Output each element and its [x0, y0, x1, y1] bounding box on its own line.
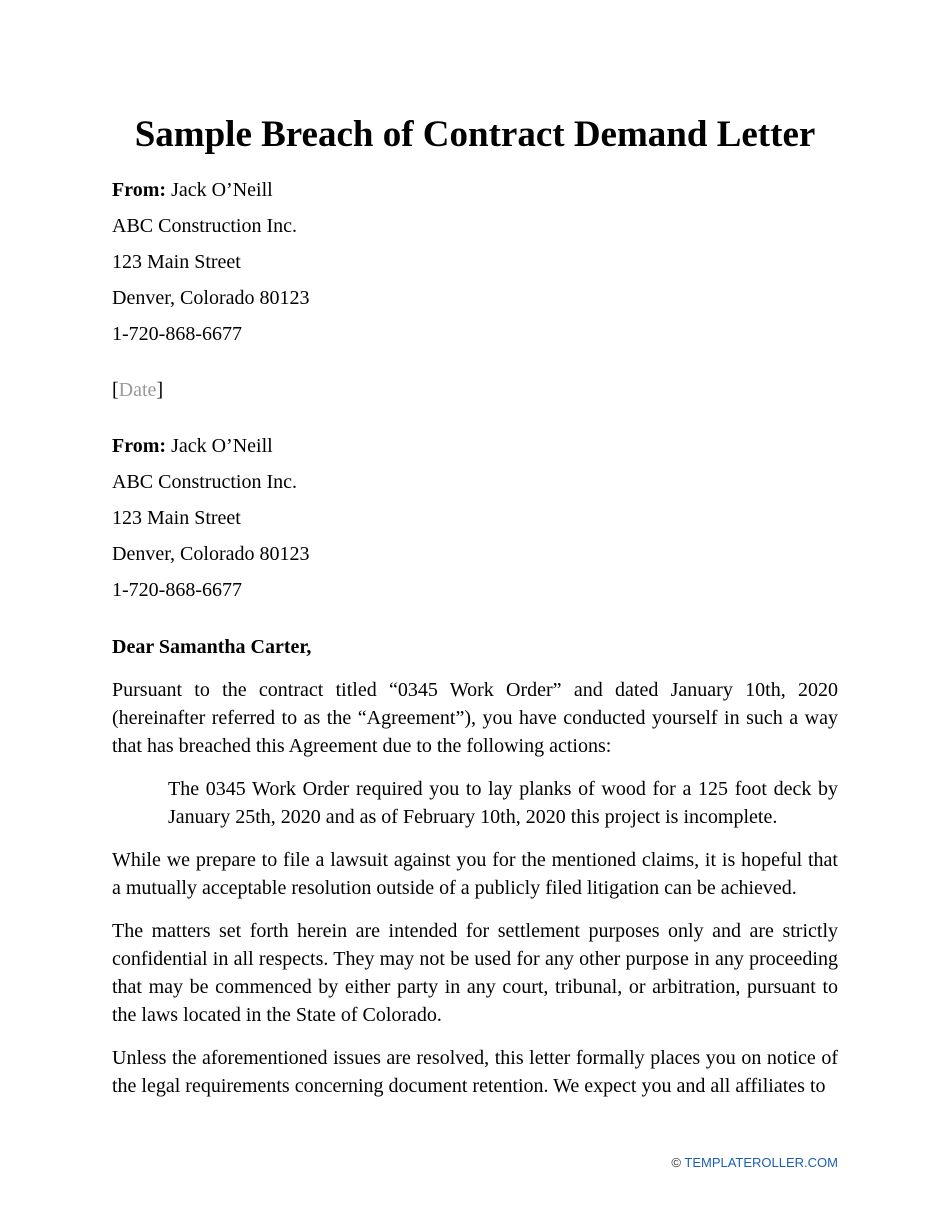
- footer-credit: [671, 1154, 838, 1172]
- recipient-city: Denver, Colorado 80123: [112, 543, 310, 565]
- salutation: Dear Samantha Carter,: [112, 636, 312, 658]
- sender-phone: 1-720-868-6677: [112, 323, 242, 345]
- date-open-bracket: [: [112, 379, 119, 401]
- paragraph-contract-breach: Pursuant to the contract titled “0345 Work Order” and dated January 10th, 2020 (hereinafter referred to as the “Agreement”), you have conducted yourself in such a way that has breached this Agreement due to the following actions:: [112, 679, 838, 757]
- date-close-bracket: ]: [156, 379, 164, 401]
- sender-street: 123 Main Street: [112, 251, 241, 273]
- recipient-phone: 1-720-868-6677: [112, 579, 242, 601]
- sender-name: Jack O’Neill: [166, 179, 273, 201]
- paragraph-lawsuit-intent: While we prepare to file a lawsuit against you for the mentioned claims, it is hopeful that a mutually acceptable resolution outside of a publicly filed litigation can be achieved.: [112, 849, 838, 899]
- copyright-symbol: ©: [671, 1155, 685, 1170]
- paragraph-document-retention: Unless the aforementioned issues are resolved, this letter formally places you on notice of the legal requirements concerning document retention. We expect you and all affiliates to: [112, 1047, 838, 1097]
- footer-site-link[interactable]: TEMPLATEROLLER.COM: [684, 1155, 838, 1170]
- recipient-company: ABC Construction Inc.: [112, 471, 297, 493]
- date-line: [112, 372, 838, 408]
- recipient-from-label: From:: [112, 435, 167, 457]
- recipient-name: Jack O’Neill: [166, 435, 273, 457]
- sender-company: ABC Construction Inc.: [112, 215, 297, 237]
- page-title: Sample Breach of Contract Demand Letter: [134, 114, 816, 155]
- sender-from-label: From:: [112, 179, 167, 201]
- sender-address-block: [112, 172, 838, 352]
- recipient-address-block: [112, 428, 838, 608]
- recipient-street: 123 Main Street: [112, 507, 241, 529]
- paragraph-breach-details: The 0345 Work Order required you to lay planks of wood for a 125 foot deck by January 25th, 2020 and as of February 10th, 2020 this project is incomplete.: [168, 778, 838, 828]
- date-placeholder: Date: [118, 379, 157, 401]
- paragraph-settlement-confidential: The matters set forth herein are intended for settlement purposes only and are strictly confidential in all respects. They may not be used for any other purpose in any proceeding that may be commenced by either party in any court, tribunal, or arbitration, pursuant to the laws located in the State of Colorado.: [112, 920, 838, 1026]
- recipient-name-line: [112, 428, 838, 464]
- sender-name-line: [112, 172, 838, 208]
- sender-city: Denver, Colorado 80123: [112, 287, 310, 309]
